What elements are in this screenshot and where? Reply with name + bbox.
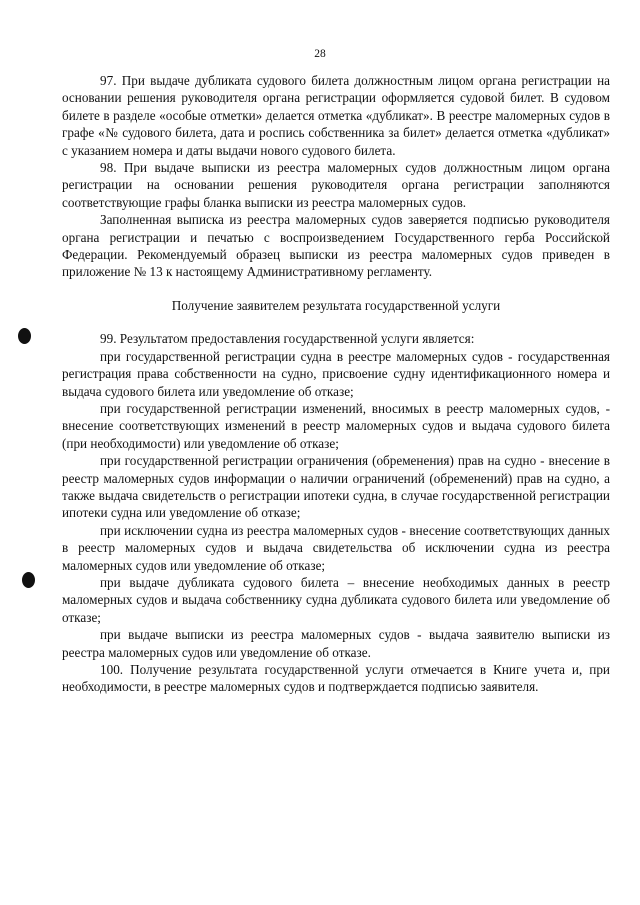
- list-item-exclusion: при исключении судна из реестра маломерных судов - внесение соответствующих данных в реестр маломерных судов и выдача свидетельства об исключении судна из реестра маломерных судов или уведомление об отказе;: [62, 522, 610, 573]
- list-item-registration: при государственной регистрации судна в реестре маломерных судов - государственная регистрация права собственности на судно, присвоение судну идентификационного номера и выдача судового билета или уведомление об отказе;: [62, 348, 610, 399]
- paragraph-99: 99. Результатом предоставления государственной услуги является:: [100, 331, 475, 347]
- paragraph-98: 98. При выдаче выписки из реестра маломерных судов должностным лицом органа регистрации на основании решения руководителя органа регистрации заполняются соответствующие графы бланка выписки из реестра маломерных судов.: [62, 160, 610, 210]
- list-item-changes: при государственной регистрации изменений, вносимых в реестр маломерных судов, - внесение соответствующих изменений в реестр маломерных судов и выдача судового билета (при необходимости) или уведомление об отказе;: [62, 400, 610, 451]
- list-item-duplicate: при выдаче дубликата судового билета – внесение необходимых данных в реестр маломерных судов и выдача собственнику судна дубликата судового билета или уведомление об отказе;: [62, 574, 610, 625]
- paragraph-extract-certification: Заполненная выписка из реестра маломерных судов заверяется подписью руководителя органа регистрации и печатью с воспроизведением Государственного герба Российской Федерации. Рекомендуемый образец выписки из реестра маломерных судов приведен в приложение № 13 к настоящему Административному регламенту.: [62, 212, 610, 280]
- list-item-extract: при выдаче выписки из реестра маломерных судов - выдача заявителю выписки из реестра маломерных судов или уведомление об отказе.: [62, 627, 610, 660]
- punch-hole-mark: [18, 328, 31, 344]
- paragraph-97: 97. При выдаче дубликата судового билета должностным лицом органа регистрации на основании решения руководителя органа регистрации оформляется судовой билет. В судовом билете в разделе «особые отметки» делается отметка «дубликат». В реестре маломерных судов в графе «№ судового билета, дата и роспись собственника за билет» делается отметка «дубликат» с указанием номера и даты выдачи нового судового билета.: [62, 73, 610, 158]
- paragraph-100: 100. Получение результата государственной услуги отмечается в Книге учета и, при необходимости, в реестре маломерных судов и подтверждается подписью заявителя.: [62, 662, 610, 695]
- punch-hole-mark: [22, 572, 35, 588]
- page-number: 28: [314, 48, 326, 60]
- list-item-encumbrance: при государственной регистрации ограничения (обременения) прав на судно - внесение в реестр маломерных судов информации о наличии ограничений (обременений) прав на судно, а также выдача свидетельств о регистрации ипотеки судна, в случае государственной регистрации ипотеки судна или уведомление об отказе;: [62, 453, 610, 521]
- section-heading: Получение заявителем результата государственной услуги: [171, 297, 501, 313]
- document-body: [62, 72, 610, 696]
